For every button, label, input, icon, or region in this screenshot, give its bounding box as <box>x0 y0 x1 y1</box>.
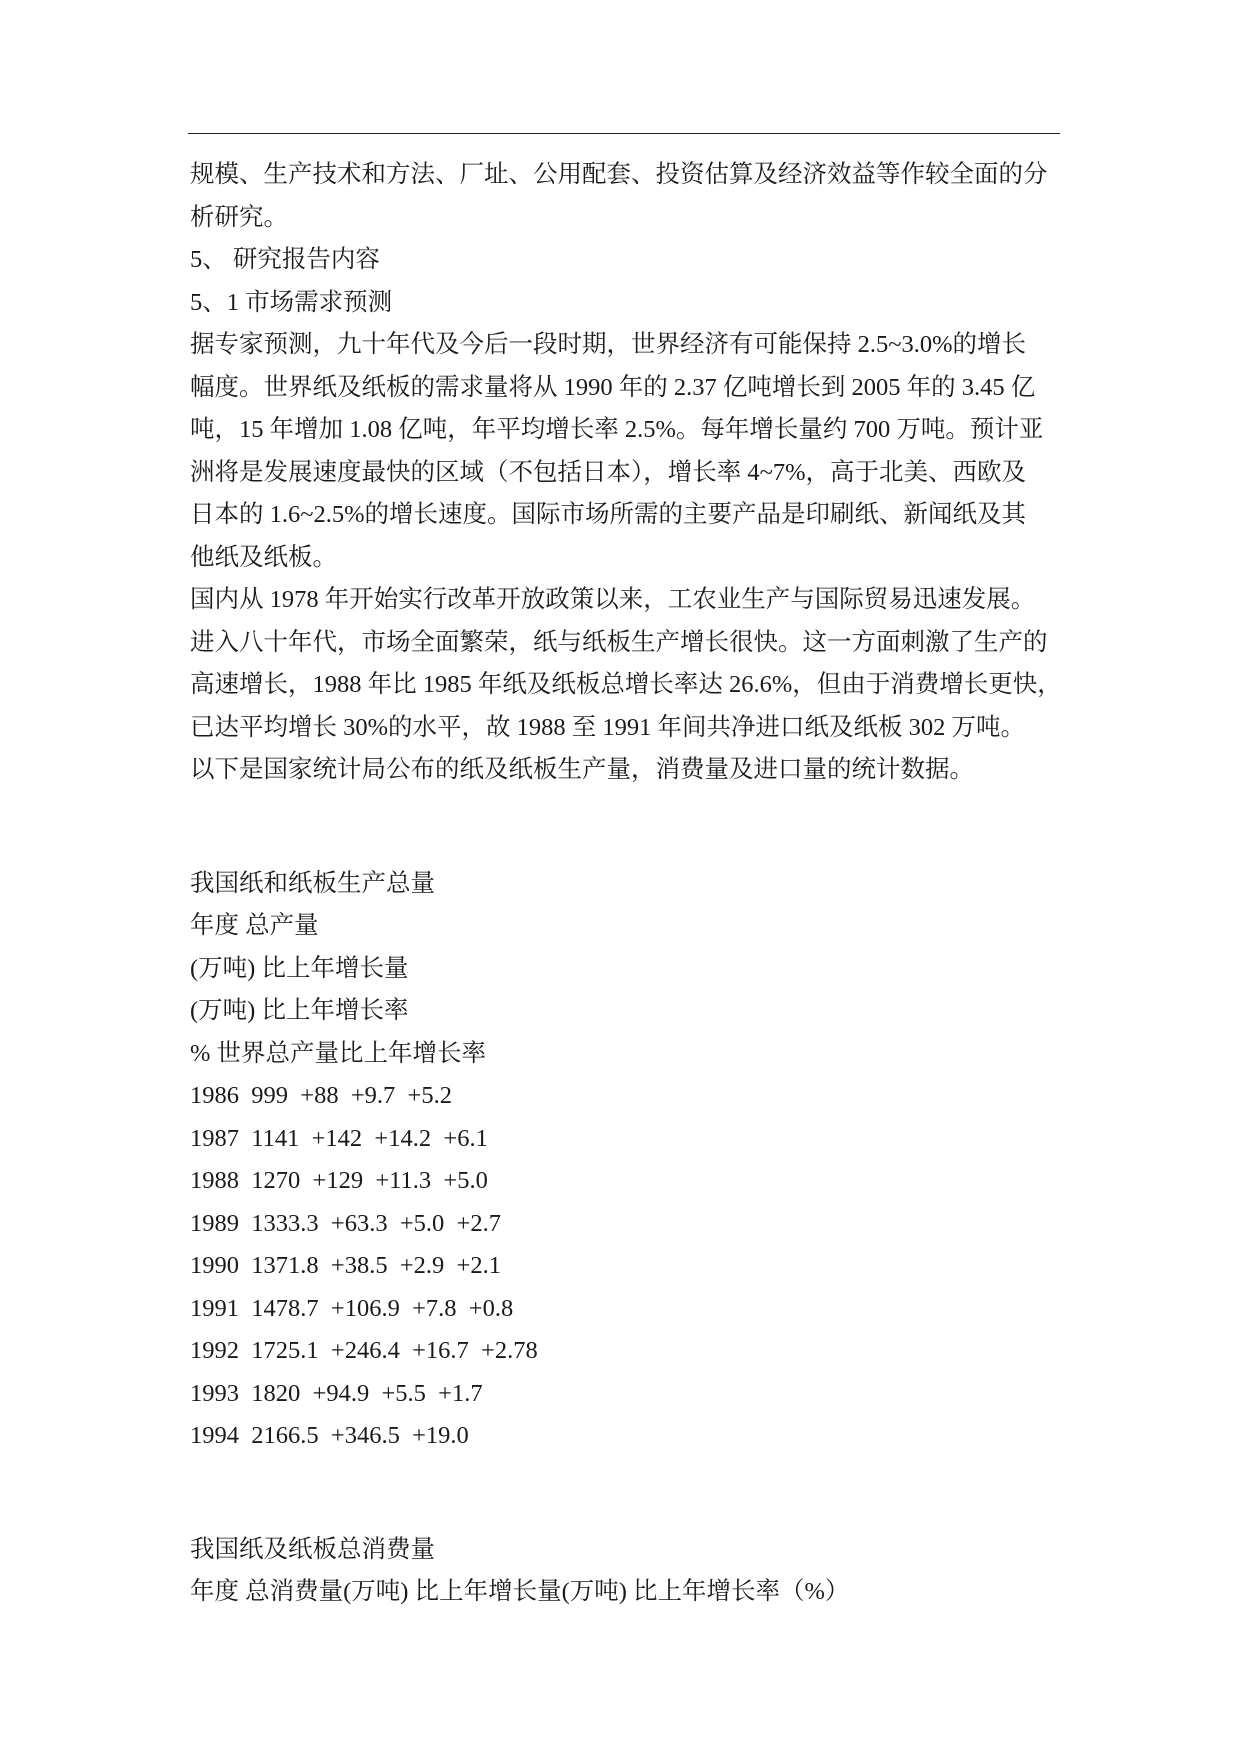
table-cell-year: 1986 <box>190 1082 239 1109</box>
data-intro-line: 以下是国家统计局公布的纸及纸板生产量，消费量及进口量的统计数据。 <box>190 756 974 783</box>
table-header-line: % 世界总产量比上年增长率 <box>190 1039 487 1067</box>
table-row <box>190 1373 1190 1416</box>
document-body <box>190 154 1190 1614</box>
table-title: 我国纸和纸板生产总量 <box>190 869 435 897</box>
table-cell-year: 1991 <box>190 1294 239 1322</box>
table-cell-total: 1270 <box>251 1167 301 1194</box>
text-line: 进入八十年代，市场全面繁荣，纸与纸板生产增长很快。这一方面刺激了生产的 <box>190 628 1048 656</box>
table-row <box>190 1075 1190 1118</box>
market-paragraph <box>190 324 1190 579</box>
table-cell-year: 1988 <box>190 1167 239 1194</box>
table-row <box>190 1245 1190 1288</box>
table-cell-rate: +5.5 <box>381 1379 426 1407</box>
table-row <box>190 1203 1190 1246</box>
table-cell-increase: +129 <box>312 1167 364 1194</box>
table-cell-total: 2166.5 <box>251 1422 319 1449</box>
table-cell-world-rate: +5.0 <box>443 1167 488 1194</box>
table-header-line: 年度 总产量 <box>190 912 319 939</box>
table-cell-increase: +246.4 <box>330 1337 400 1364</box>
table-row <box>190 1118 1190 1161</box>
table-header-line: 年度 总消费量(万吨) 比上年增长量(万吨) 比上年增长率（%） <box>190 1578 850 1605</box>
table-cell-world-rate: +2.78 <box>481 1337 538 1364</box>
table-cell-world-rate: +1.7 <box>438 1379 483 1407</box>
table-row <box>190 1160 1190 1203</box>
text-line: 析研究。 <box>190 203 288 231</box>
table-cell-total: 1371.8 <box>251 1252 319 1279</box>
table-cell-increase: +63.3 <box>330 1209 388 1237</box>
table-row <box>190 1415 1190 1458</box>
table-cell-increase: +106.9 <box>330 1294 400 1322</box>
table-header-line: (万吨) 比上年增长量 <box>190 954 409 982</box>
table-cell-rate: +9.7 <box>350 1082 396 1109</box>
table-cell-rate: +16.7 <box>412 1337 469 1364</box>
text-line: 已达平均增长 30%的水平，故 1988 至 1991 年间共净进口纸及纸板 302 万吨。 <box>190 713 1026 741</box>
table-cell-increase: +94.9 <box>312 1379 370 1407</box>
table-cell-increase: +346.5 <box>330 1422 400 1449</box>
text-line: 幅度。世界纸及纸板的需求量将从 1990 年的 2.37 亿吨增长到 2005 年的 3.45 亿 <box>190 373 1036 401</box>
table-cell-rate: +14.2 <box>374 1124 432 1152</box>
table-title: 我国纸及纸板总消费量 <box>190 1535 435 1563</box>
text-line: 他纸及纸板。 <box>190 543 337 571</box>
table-cell-total: 1725.1 <box>251 1337 319 1364</box>
table-cell-year: 1989 <box>190 1209 239 1237</box>
text-line: 高速增长，1988 年比 1985 年纸及纸板总增长率达 26.6%，但由于消费增长更快， <box>190 671 1062 698</box>
production-table <box>190 863 1190 1458</box>
text-line: 日本的 1.6~2.5%的增长速度。国际市场所需的主要产品是印刷纸、新闻纸及其 <box>190 501 1027 528</box>
table-cell-year: 1987 <box>190 1124 239 1152</box>
table-cell-increase: +38.5 <box>330 1252 388 1279</box>
text-line: 洲将是发展速度最快的区域（不包括日本），增长率 4~7%，高于北美、西欧及 <box>190 458 1027 486</box>
subsection-heading: 5、1 市场需求预测 <box>190 288 393 316</box>
table-cell-total: 1478.7 <box>251 1294 319 1322</box>
table-cell-total: 1141 <box>251 1124 300 1152</box>
spacer <box>190 1458 1190 1529</box>
table-cell-year: 1992 <box>190 1337 239 1364</box>
table-cell-total: 999 <box>251 1082 288 1109</box>
text-line: 规模、生产技术和方法、厂址、公用配套、投资估算及经济效益等作较全面的分 <box>190 161 1048 188</box>
table-cell-total: 1333.3 <box>251 1209 319 1237</box>
section-heading: 5、 研究报告内容 <box>190 246 380 273</box>
table-cell-rate: +19.0 <box>412 1422 469 1449</box>
table-cell-world-rate: +0.8 <box>468 1294 514 1322</box>
text-line: 吨，15 年增加 1.08 亿吨，年平均增长率 2.5%。每年增长量约 700 万吨。预计亚 <box>190 416 1044 443</box>
table-cell-rate: +7.8 <box>412 1294 457 1322</box>
spacer <box>190 792 1190 863</box>
table-cell-year: 1990 <box>190 1252 239 1279</box>
table-cell-increase: +88 <box>300 1082 339 1109</box>
consumption-table <box>190 1529 1190 1614</box>
table-cell-increase: +142 <box>311 1124 363 1152</box>
table-cell-rate: +2.9 <box>399 1252 445 1279</box>
table-header-line: (万吨) 比上年增长率 <box>190 997 409 1024</box>
table-cell-year: 1994 <box>190 1422 239 1449</box>
header-rule <box>188 133 1060 134</box>
table-cell-rate: +11.3 <box>375 1167 432 1194</box>
table-cell-world-rate: +6.1 <box>443 1124 488 1152</box>
table-row <box>190 1330 1190 1373</box>
table-cell-rate: +5.0 <box>399 1209 445 1237</box>
table-cell-total: 1820 <box>251 1379 301 1407</box>
text-line: 据专家预测，九十年代及今后一段时期，世界经济有可能保持 2.5~3.0%的增长 <box>190 331 1027 358</box>
domestic-paragraph <box>190 579 1190 749</box>
table-cell-world-rate: +2.1 <box>456 1252 501 1279</box>
text-line: 国内从 1978 年开始实行改革开放政策以来，工农业生产与国际贸易迅速发展。 <box>190 586 1036 613</box>
table-cell-world-rate: +5.2 <box>407 1082 452 1109</box>
table-cell-year: 1993 <box>190 1379 239 1407</box>
table-cell-world-rate: +2.7 <box>456 1209 501 1237</box>
table-row <box>190 1288 1190 1331</box>
